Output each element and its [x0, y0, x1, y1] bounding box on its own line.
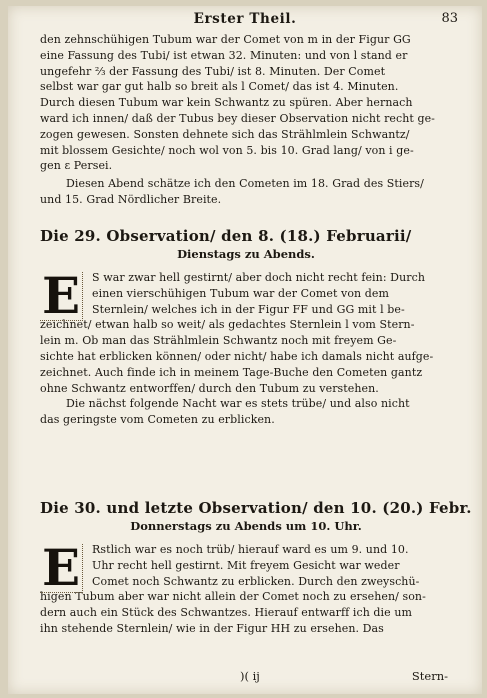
text-line: zeichnet/ etwan halb so weit/ als gedachtes Sternlein l vom Stern- [40, 318, 415, 332]
text-line: ungefehr ⅔ der Fassung des Tubi/ ist 8. Minuten. Der Comet [40, 64, 386, 78]
text-line: S war zwar hell gestirnt/ aber doch nicht recht fein: Durch [92, 271, 425, 284]
page-header [8, 11, 482, 31]
text-line: higen Tubum aber war nicht allein der Comet noch zu ersehen/ son- [40, 590, 426, 604]
text-line: dern auch ein Stück des Schwantzes. Hierauf entwarff ich die um [40, 606, 412, 620]
paragraph-continued [40, 32, 452, 174]
text-line: Comet noch Schwantz zu erblicken. Durch den zweyschü- [92, 574, 420, 588]
section-30-body [40, 538, 452, 637]
text-line: Durch diesen Tubum war kein Schwantz zu spüren. Aber hernach [40, 96, 413, 110]
text-line: zeichnet. Auch finde ich in meinem Tage-Buche den Cometen gantz [40, 365, 423, 379]
section-title: Die 30. und letzte Observation/ den 10. (20.) Febr. [40, 499, 472, 517]
section-29-body [40, 266, 452, 428]
section-title: Die 29. Observation/ den 8. (18.) Februarii/ [40, 227, 412, 245]
section-30-heading [40, 498, 472, 534]
text-line: lein m. Ob man das Strählmlein Schwantz noch mit freyem Ge- [40, 334, 397, 348]
drop-cap-initial: E [40, 544, 83, 593]
text-line: Rstlich war es noch trüb/ hierauf ward es um 9. und 10. [92, 543, 409, 556]
text-line: gen ε Persei. [40, 159, 113, 173]
paragraph-estimate [40, 176, 452, 208]
catchword: Stern- [411, 669, 448, 683]
text-line: sichte hat erblicken können/ oder nicht/ habe ich damals nicht aufge- [40, 349, 434, 363]
text-line: das geringste vom Cometen zu erblicken. [40, 413, 275, 427]
running-title: Erster Theil. [193, 11, 297, 27]
section-subtitle: Dienstags zu Abends. [177, 247, 315, 261]
section-29-heading [40, 226, 452, 262]
text-line: Die nächst folgende Nacht war es stets trübe/ und also nicht [66, 397, 410, 411]
text-line: zogen gewesen. Sonsten dehnete sich das Strählmlein Schwantz/ [40, 127, 410, 141]
drop-cap-initial: E [40, 272, 83, 321]
signature-mark: )( ij [240, 669, 260, 683]
text-line: und 15. Grad Nördlicher Breite. [40, 192, 222, 206]
text-line: Sternlein/ welches ich in der Figur FF und GG mit l be- [92, 302, 405, 316]
text-line: selbst war gar gut halb so breit als l Comet/ das ist 4. Minuten. [40, 80, 399, 94]
book-page [8, 6, 482, 694]
text-line: Diesen Abend schätze ich den Cometen im 18. Grad des Stiers/ [66, 177, 424, 190]
text-line: den zehnschühigen Tubum war der Comet von m in der Figur GG [40, 33, 411, 46]
text-line: einen vierschühigen Tubum war der Comet von dem [92, 286, 389, 300]
text-line: ward ich innen/ daß der Tubus bey dieser Observation nicht recht ge- [40, 111, 435, 125]
text-line: mit blossem Gesichte/ noch wol von 5. bis 10. Grad lang/ von i ge- [40, 143, 414, 157]
page-footer [8, 669, 482, 689]
page-number: 83 [441, 11, 458, 26]
text-line: ihn stehende Sternlein/ wie in der Figur HH zu ersehen. Das [40, 621, 384, 635]
text-line: eine Fassung des Tubi/ ist etwan 32. Minuten: und von l stand er [40, 48, 408, 62]
text-line: ohne Schwantz entworffen/ durch den Tubum zu verstehen. [40, 381, 379, 395]
section-subtitle: Donnerstags zu Abends um 10. Uhr. [130, 519, 362, 533]
text-line: Uhr recht hell gestirnt. Mit freyem Gesicht war weder [92, 558, 400, 572]
